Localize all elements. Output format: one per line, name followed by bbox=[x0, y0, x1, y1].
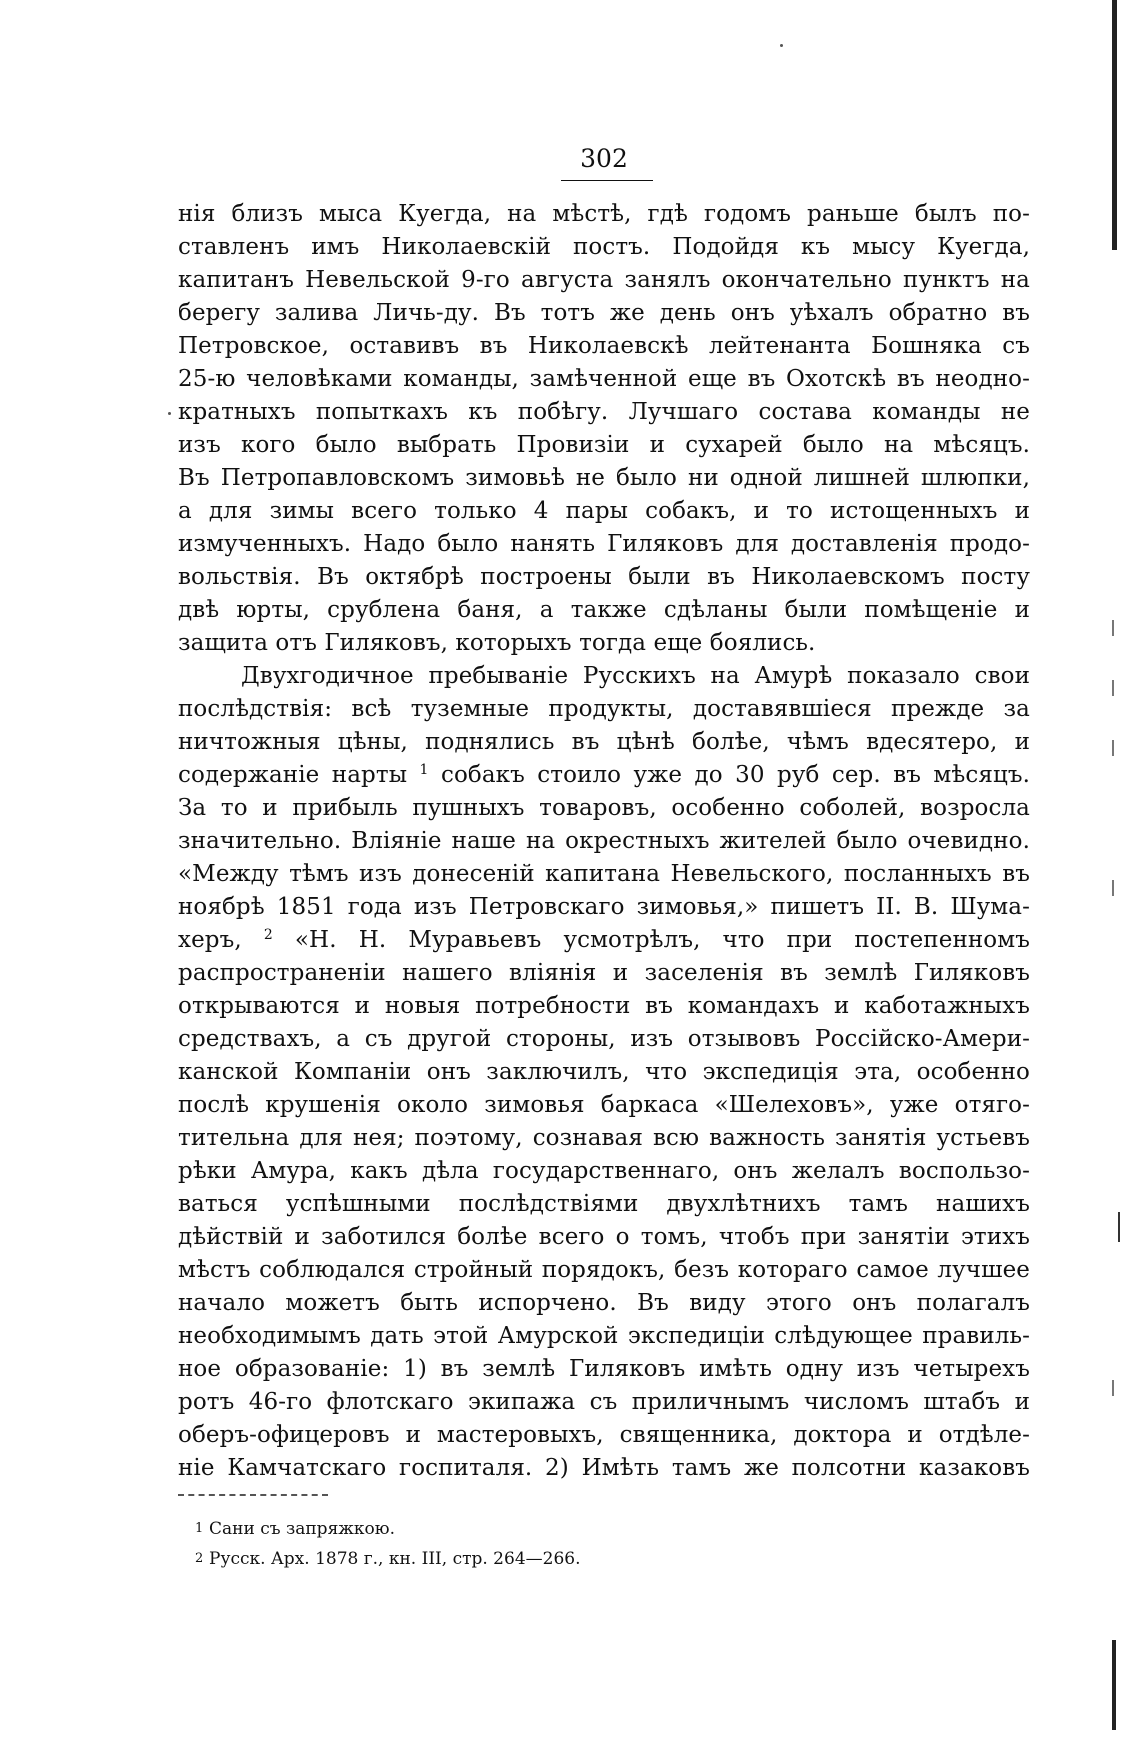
text-line: Въ Петропавловскомъ зимовьѣ не было ни одной лишней шлюпки, bbox=[178, 465, 1030, 491]
page-number-rule bbox=[561, 180, 653, 181]
margin-tick bbox=[1112, 740, 1114, 756]
text-line: оберъ-офицеровъ и мастеровыхъ, священника, доктора и отдѣле- bbox=[178, 1422, 1030, 1448]
text-fragment: херъ, bbox=[178, 927, 242, 953]
text-line: распространеніи нашего вліянія и заселенія въ землѣ Гиляковъ bbox=[178, 960, 1030, 986]
footnote-text: Сани съ запряжкою. bbox=[209, 1519, 395, 1539]
text-line: начало можетъ быть испорчено. Въ виду этого онъ полагалъ bbox=[178, 1290, 1030, 1316]
footnote-number: 1 bbox=[195, 1521, 204, 1536]
text-line: изъ кого было выбрать Провизіи и сухарей было на мѣсяцъ. bbox=[178, 432, 1030, 458]
scan-speck bbox=[780, 44, 783, 47]
text-line: открываются и новыя потребности въ командахъ и каботажныхъ bbox=[178, 993, 1030, 1019]
footnote-marker: 2 bbox=[263, 927, 273, 943]
text-line: послѣдствія: всѣ туземные продукты, доставявшіеся прежде за bbox=[178, 696, 1030, 722]
scan-edge-mark bbox=[1112, 0, 1117, 250]
text-line: ное образованіе: 1) въ землѣ Гиляковъ имѣть одну изъ четырехъ bbox=[178, 1356, 1030, 1382]
text-line: нія близъ мыса Куегда, на мѣстѣ, гдѣ годомъ раньше былъ по- bbox=[178, 201, 1030, 227]
scan-speck bbox=[168, 412, 171, 415]
text-line: послѣ крушенія около зимовья баркаса «Шелеховъ», уже отяго- bbox=[178, 1092, 1030, 1118]
text-line-paragraph-start: Двухгодичное пребываніе Русскихъ на Амурѣ показало свои bbox=[241, 663, 1030, 689]
page-number: 302 bbox=[580, 144, 628, 173]
footnote-text: Русск. Арх. 1878 г., кн. III, стр. 264—266. bbox=[209, 1549, 581, 1569]
text-fragment: собакъ стоило уже до 30 руб сер. въ мѣсяцъ. bbox=[440, 762, 1030, 788]
text-line-with-footnote bbox=[178, 924, 1030, 957]
text-line: ніе Камчатскаго госпиталя. 2) Имѣть тамъ же полсотни казаковъ bbox=[178, 1455, 1030, 1481]
text-line: капитанъ Невельской 9-го августа занялъ окончательно пунктъ на bbox=[178, 267, 1030, 293]
text-line: вольствія. Въ октябрѣ построены были въ Николаевскомъ посту bbox=[178, 564, 1030, 590]
margin-bracket-mark bbox=[1104, 1212, 1120, 1242]
margin-tick bbox=[1112, 1380, 1114, 1396]
margin-tick bbox=[1112, 680, 1114, 696]
text-line: ставленъ имъ Николаевскій постъ. Подойдя къ мысу Куегда, bbox=[178, 234, 1030, 260]
text-line: кратныхъ попыткахъ къ побѣгу. Лучшаго состава команды не bbox=[178, 399, 1030, 425]
text-line: берегу залива Личь-ду. Въ тотъ же день онъ уѣхалъ обратно въ bbox=[178, 300, 1030, 326]
text-line: 25-ю человѣками команды, замѣченной еще въ Охотскѣ въ неодно- bbox=[178, 366, 1030, 392]
text-line: ротъ 46-го флотскаго экипажа съ приличнымъ числомъ штабъ и bbox=[178, 1389, 1030, 1415]
text-line: канской Компаніи онъ заключилъ, что экспедиція эта, особенно bbox=[178, 1059, 1030, 1085]
footnotes bbox=[195, 1514, 795, 1574]
text-fragment: содержаніе нарты bbox=[178, 762, 408, 788]
text-line: рѣки Амура, какъ дѣла государственнаго, онъ желалъ воспользо- bbox=[178, 1158, 1030, 1184]
text-line-with-footnote bbox=[178, 759, 1030, 792]
footnote-number: 2 bbox=[195, 1551, 204, 1566]
text-line: двѣ юрты, срублена баня, а также сдѣланы были помѣщеніе и bbox=[178, 597, 1030, 623]
body-text bbox=[178, 198, 1030, 1485]
text-line: Петровское, оставивъ въ Николаевскѣ лейтенанта Бошняка съ bbox=[178, 333, 1030, 359]
text-line: средствахъ, а съ другой стороны, изъ отзывовъ Россійско-Амери- bbox=[178, 1026, 1030, 1052]
margin-tick bbox=[1112, 620, 1114, 636]
text-line: значительно. Вліяніе наше на окрестныхъ жителей было очевидно. bbox=[178, 828, 1030, 854]
text-line: «Между тѣмъ изъ донесеній капитана Невельского, посланныхъ въ bbox=[178, 861, 1030, 887]
text-line: ноябрѣ 1851 года изъ Петровскаго зимовья,» пишетъ II. В. Шума- bbox=[178, 894, 1030, 920]
text-line: а для зимы всего только 4 пары собакъ, и то истощенныхъ и bbox=[178, 498, 1030, 524]
footnote-marker: 1 bbox=[419, 762, 429, 778]
text-line: За то и прибыль пушныхъ товаровъ, особенно соболей, возросла bbox=[178, 795, 1030, 821]
text-line: дѣйствій и заботился болѣе всего о томъ, чтобъ при занятіи этихъ bbox=[178, 1224, 1030, 1250]
text-line: измученныхъ. Надо было нанять Гиляковъ для доставленія продо- bbox=[178, 531, 1030, 557]
text-line: мѣстъ соблюдался стройный порядокъ, безъ котораго самое лучшее bbox=[178, 1257, 1030, 1283]
footnote-2 bbox=[195, 1544, 795, 1574]
footnote-1 bbox=[195, 1514, 795, 1544]
text-fragment: «Н. Н. Муравьевъ усмотрѣлъ, что при постепенномъ bbox=[294, 927, 1030, 953]
text-line: ничтожныя цѣны, поднялись въ цѣнѣ болѣе, чѣмъ вдесятеро, и bbox=[178, 729, 1030, 755]
text-line: защита отъ Гиляковъ, которыхъ тогда еще боялись. bbox=[178, 630, 816, 656]
margin-tick bbox=[1112, 880, 1114, 896]
text-line: ваться успѣшными послѣдствіями двухлѣтнихъ тамъ нашихъ bbox=[178, 1191, 1030, 1217]
text-line: тительна для нея; поэтому, сознавая всю важность занятія устьевъ bbox=[178, 1125, 1030, 1151]
text-line: необходимымъ дать этой Амурской экспедиціи слѣдующее правиль- bbox=[178, 1323, 1030, 1349]
scan-edge-mark-lower bbox=[1112, 1640, 1116, 1730]
footnote-separator bbox=[178, 1494, 328, 1496]
